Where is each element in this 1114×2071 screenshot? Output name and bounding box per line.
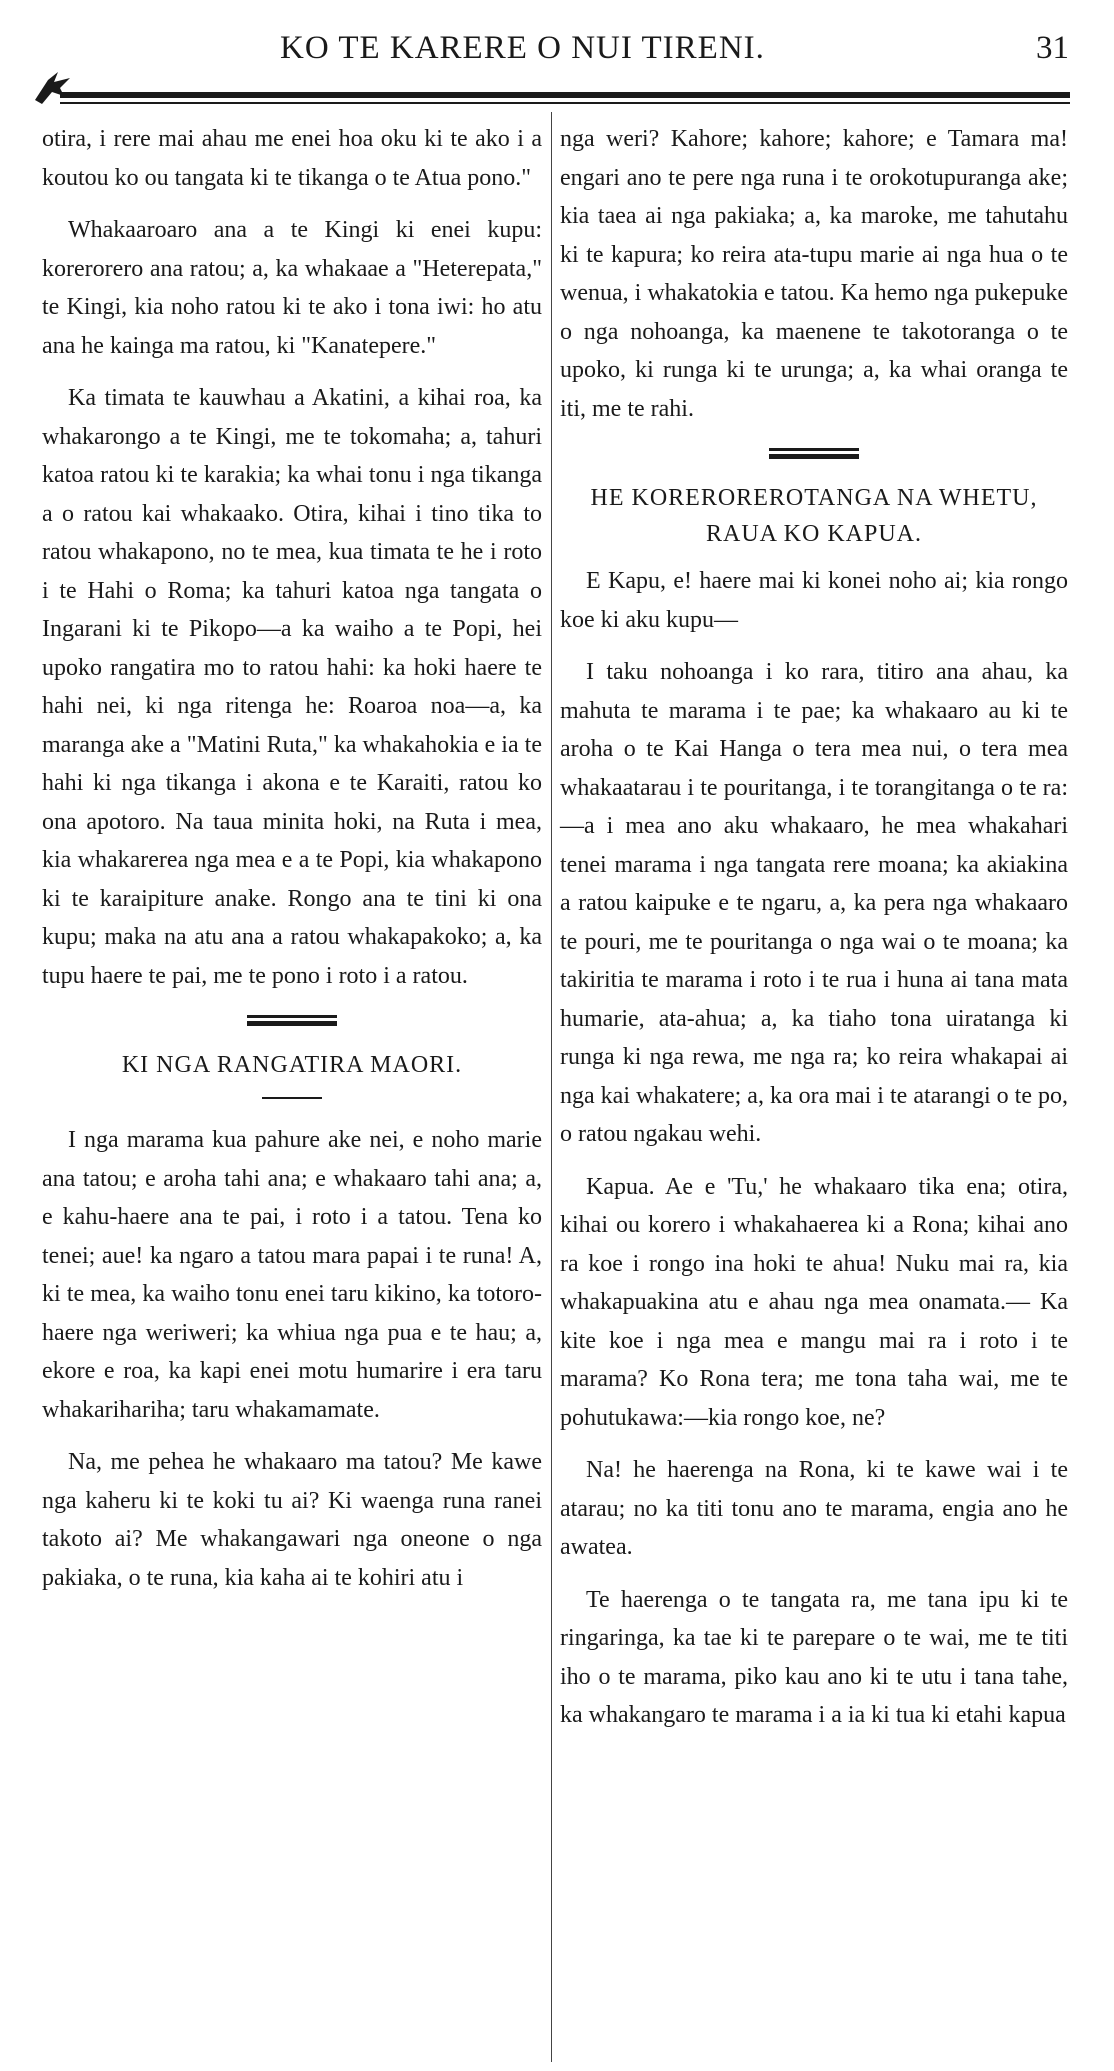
column-divider: [551, 112, 552, 2062]
left-column: [42, 120, 542, 1611]
section-heading: KI NGA RANGATIRA MAORI.: [121, 1052, 463, 1078]
section-ornament-rule: [247, 1015, 337, 1027]
section-heading-line1: HE KOREROREROTANGA NA WHETU,: [590, 485, 1038, 511]
section-heading-line2: RAUA KO KAPUA.: [705, 521, 923, 547]
short-rule: [262, 1097, 322, 1099]
paragraph: nga weri? Kahore; kahore; kahore; e Tamara ma! engari ano te pere nga runa i te orokotupuranga ake; kia taea ai nga pakiaka; a, ka maroke, me tahutahu ki te kapura; ko reira ata-tupu marie ai nga hua o te wenua, i whakatokia e tatou. Ka hemo nga pukepuke o nga nohoanga, ka maenene te takotoranga o te upoko, ki runga ki te urunga; a, ka whai oranga te iti, me te rahi.: [560, 126, 1068, 422]
paragraph: I nga marama kua pahure ake nei, e noho marie ana tatou; e aroha tahi ana; e whakaaro tahi ana; a, e kahu-haere ana te pai, i roto i a tatou. Tena ko tenei; aue! ka ngaro a tatou mara papai i te runa! A, ki te mea, ka waiho tonu enei taru kikino, ka totoro-haere nga weriweri; ka whiua nga pua e te hau; a, ekore e roa, ka kapi enei motu humarire i era taru whakarihariha; taru whakamamate.: [42, 1127, 542, 1423]
paragraph: Ka timata te kauwhau a Akatini, a kihai roa, ka whakarongo a te Kingi, me te tokomaha; a, tahuri katoa ratou ki te karakia; ka whai tonu i nga tikanga a o ratou kai whakaako. Otira, kihai i tino tika to ratou whakapono, no te mea, kua timata te he i roto i te Hahi o Roma; ka tahuri katoa nga tangata o Ingarani ki te Pikopo—a ka waiho a te Popi, hei upoko rangatira mo to ratou hahi: ka hoki haere te hahi nei, ki nga ritenga he: Roaroa noa—a, ka maranga ake a "Matini Ruta," ka whakahokia e ia te hahi ki nga tikanga i akona e te Karaiti, ratou ko ona apotoro. Na taua minita hoki, na Ruta i mea, kia whakarerea nga mea e a te Popi, kia whakapono ki te karaipiture anake. Rongo ana te tini ki ona kupu; maka na atu ana a ratou whakapakoko; a, ka tupu haere te pai, me te pono i roto i a ratou.: [42, 385, 542, 989]
page-header: [0, 0, 1114, 110]
section-heading: [560, 480, 1068, 552]
paragraph: Whakaaroaro ana a te Kingi ki enei kupu: korerorero ana ratou; a, ka whakaae a "Heterepata," te Kingi, kia noho ratou ki te ako i tona iwi: ho atu ana he kainga ma ratou, ki "Kanatepere.": [42, 217, 542, 359]
paragraph: E Kapu, e! haere mai ki konei noho ai; kia rongo koe ki aku kupu—: [560, 568, 1068, 633]
paragraph: Te haerenga o te tangata ra, me tana ipu ki te ringaringa, ka tae ki te parepare o te wai, me te titi iho o te marama, piko kau ano ki te utu i tana tahe, ka whakangaro te marama i a ia ki tua ki etahi kapua: [560, 1586, 1068, 1728]
paragraph: Na, me pehea he whakaaro ma tatou? Me kawe nga kaheru ki te koki tu ai? Ki waenga runa ranei takoto ai? Me whakangawari nga oneone o nga pakiaka, o te runa, kia kaha ai te kohiri atu i: [42, 1449, 542, 1591]
paragraph: Kapua. Ae e 'Tu,' he whakaaro tika ena; otira, kihai ou korero i whakahaerea ki a Rona; kihai ano ra koe i rongo ina hoki te ahua! Nuku mai ra, kia whakapuakina atu e ahau nga mea onamata.— Ka kite koe i nga mea e mangu mai ra i roto i te marama? Ko Rona tera; me tona taha wai, me te pohutukawa:—kia rongo koe, ne?: [560, 1173, 1068, 1431]
page-title: KO TE KARERE O NUI TIRENI.: [280, 30, 765, 66]
paragraph: I taku nohoanga i ko rara, titiro ana ahau, ka mahuta te marama i te pae; ka whakaaro au ki te aroha o te Kai Hanga o tera mea nui, o tera mea whakaatarau i te pouritanga, i te torangitanga o te ra: —a i mea ano aku whakaaro, he mea whakahari tenei marama i nga tangata rere moana; ka akiakina a ratou kaipuke e te ngaru, a, ka pera nga whakaaro te pouri, me te pouritanga o nga wai o te moana; ka takiritia te marama i roto i te rua i huna ai tana mata humarie, ata-ahua; a, ka tiaho tona uiratanga ki runga ki nga rewa, me nga ra; ko reira whakapai ai nga kai whakatere; a, ka ora mai i te atarangi o te po, o ratou ngakau wehi.: [560, 659, 1068, 1147]
header-rule-thick: [60, 92, 1070, 98]
page-number: 31: [1036, 30, 1069, 66]
header-rule-thin: [60, 102, 1070, 104]
paragraph: otira, i rere mai ahau me enei hoa oku ki te ako i a koutou ko ou tangata ki te tikanga o te Atua pono.": [42, 126, 542, 191]
paragraph: Na! he haerenga na Rona, ki te kawe wai i te atarau; no ka titi tonu ano te marama, engia ano he awatea.: [560, 1457, 1068, 1560]
section-ornament-rule: [769, 448, 859, 460]
right-column: [560, 120, 1068, 1749]
